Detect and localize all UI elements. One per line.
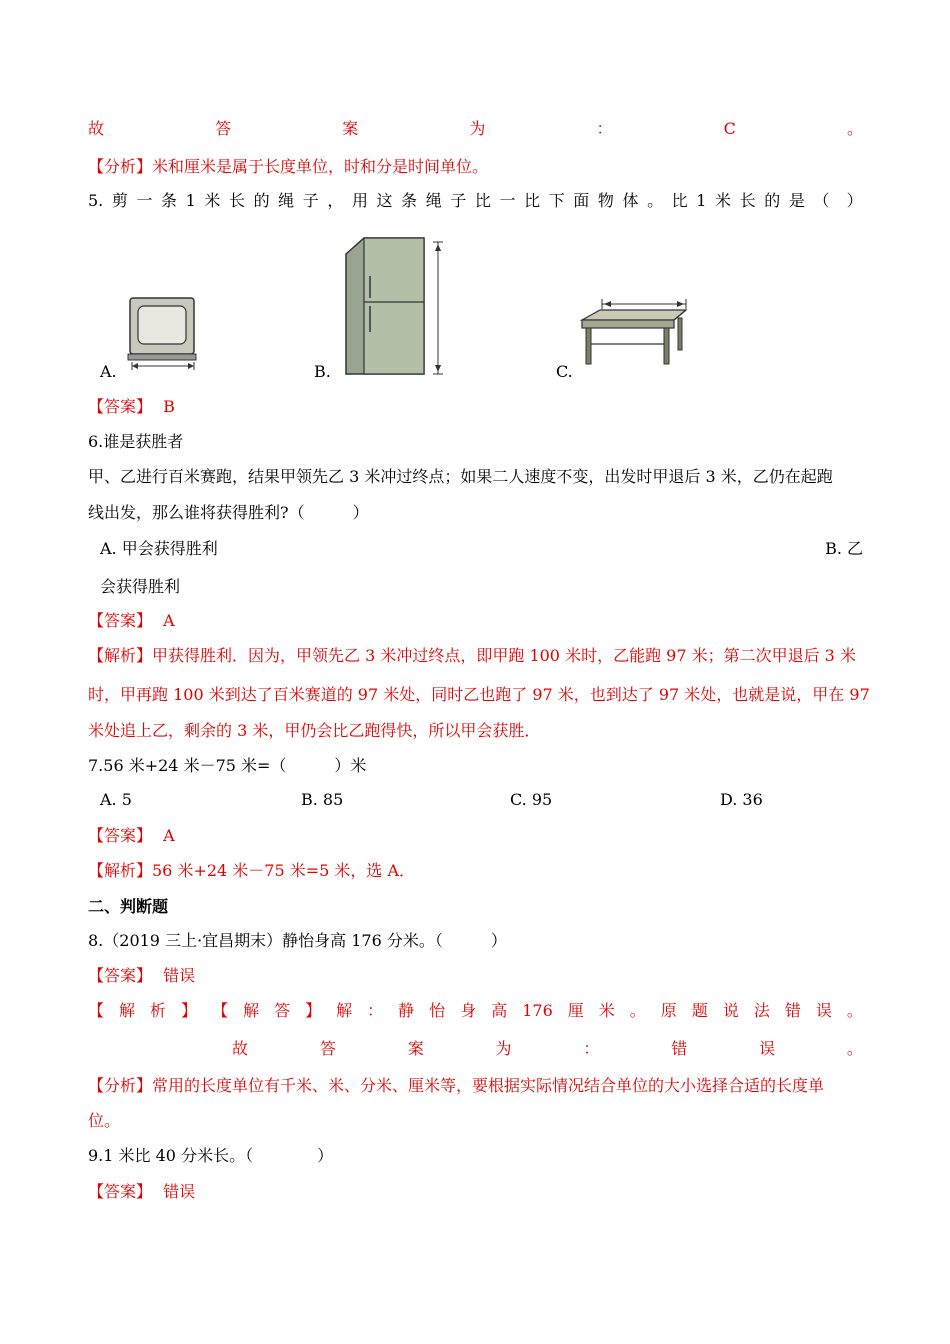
q4-char: 答 xyxy=(215,119,232,138)
q5-char: 一 xyxy=(136,191,153,210)
q5-char: 是 xyxy=(788,191,805,210)
q5-char: 1 xyxy=(696,191,707,210)
q8-char: 。 xyxy=(846,1039,863,1058)
q8-exp-char: 厘 xyxy=(567,1001,584,1020)
q8-exp-char: 说 xyxy=(722,1001,739,1020)
q7-explanation: 【解析】56 米+24 米－75 米=5 米，选 A． xyxy=(88,861,416,880)
q6-stem-line1: 甲、乙进行百米赛跑，结果甲领先乙 3 米冲过终点；如果二人速度不变，出发时甲退后 3 米，乙仍在起跑 xyxy=(88,467,833,486)
q8-exp-char: 】 xyxy=(181,1001,198,1020)
q6-stem-line2: 线出发，那么谁将获得胜利?（ ） xyxy=(88,503,369,522)
answer-value: 错误 xyxy=(163,1182,196,1201)
q5-option-c[interactable]: C. xyxy=(556,362,573,381)
q5-char: 绳 xyxy=(425,191,442,210)
q5-char: 1 xyxy=(185,191,196,210)
q5-char: 子 xyxy=(450,191,467,210)
q5-char: 比 xyxy=(671,191,688,210)
q5-char: 剪 xyxy=(111,191,128,210)
q8-exp-char: 解 xyxy=(119,1001,136,1020)
q8-char: 错 xyxy=(671,1039,688,1058)
q6-option-a[interactable]: A. 甲会获得胜利 xyxy=(100,539,218,558)
q6-explanation-line1: 【解析】甲获得胜利．因为，甲领先乙 3 米冲过终点，即甲跑 100 米时，乙能跑 97 米；第二次甲退后 3 米 xyxy=(88,646,856,665)
q8-exp-char: 。 xyxy=(846,1001,863,1020)
q8-explanation xyxy=(88,1000,863,1022)
q5-char: 5. xyxy=(88,191,104,210)
q4-char: 为 xyxy=(469,119,486,138)
q5-char: 米 xyxy=(204,191,221,210)
q8-stem: 8.（2019 三上·宜昌期末）静怡身高 176 分米。（ ） xyxy=(88,931,507,950)
q8-exp-char: 。 xyxy=(629,1001,646,1020)
q8-exp-char: 】 xyxy=(305,1001,322,1020)
q5-char: ， xyxy=(327,191,344,210)
q5-char: 绳 xyxy=(278,191,295,210)
q8-exp-char: 原 xyxy=(660,1001,677,1020)
q5-char: （ xyxy=(813,191,830,210)
q5-char: 一 xyxy=(499,191,516,210)
q8-exp-char: 解 xyxy=(336,1001,353,1020)
section-heading: 二、判断题 xyxy=(88,897,169,916)
q5-char: 米 xyxy=(715,191,732,210)
q7-option-a[interactable]: A. 5 xyxy=(100,790,132,809)
q8-exp-char: 怡 xyxy=(429,1001,446,1020)
q5-char: 这 xyxy=(376,191,393,210)
q8-char: 故 xyxy=(232,1039,249,1058)
q6-option-b-continued: 会获得胜利 xyxy=(100,577,181,596)
q8-answer xyxy=(88,965,863,987)
q8-exp-char: 高 xyxy=(491,1001,508,1020)
q6-title: 6.谁是获胜者 xyxy=(88,432,184,451)
q5-option-b[interactable]: B. xyxy=(314,362,331,381)
q6-answer xyxy=(88,610,863,632)
q8-exp-char: 身 xyxy=(460,1001,477,1020)
q8-exp-char: 法 xyxy=(753,1001,770,1020)
answer-label: 【答案】 xyxy=(88,1182,153,1201)
q4-char: C xyxy=(723,119,736,138)
q8-char: 案 xyxy=(407,1039,424,1058)
q9-answer xyxy=(88,1181,863,1203)
q5-char: 的 xyxy=(253,191,270,210)
q5-char: 的 xyxy=(764,191,781,210)
q5-char: 体 xyxy=(622,191,639,210)
q5-char: 条 xyxy=(161,191,178,210)
q5-char: 物 xyxy=(597,191,614,210)
q5-char: 。 xyxy=(647,191,664,210)
answer-value: A xyxy=(163,826,175,845)
answer-value: B xyxy=(163,397,175,416)
q5-char: 长 xyxy=(739,191,756,210)
q5-char: 用 xyxy=(351,191,368,210)
q6-explanation-line3: 米处追上乙，剩余的 3 米，甲仍会比乙跑得快，所以甲会获胜． xyxy=(88,721,541,740)
q5-char: 下 xyxy=(548,191,565,210)
q8-exp-char: 静 xyxy=(398,1001,415,1020)
q8-conclusion-line xyxy=(232,1038,863,1060)
answer-value: 错误 xyxy=(163,966,196,985)
q8-exp-char: 析 xyxy=(150,1001,167,1020)
q6-explanation-line2: 时，甲再跑 100 米到达了百米赛道的 97 米处，同时乙也跑了 97 米，也到达了 97 米处，也就是说，甲在 97 xyxy=(88,685,870,704)
q7-option-c[interactable]: C. 95 xyxy=(510,790,553,809)
q8-exp-char: ： xyxy=(367,1001,384,1020)
q8-exp-char: 错 xyxy=(784,1001,801,1020)
q4-conclusion-line xyxy=(88,118,863,140)
q5-answer xyxy=(88,396,863,418)
q4-analysis: 【分析】米和厘米是属于长度单位，时和分是时间单位。 xyxy=(88,157,489,176)
answer-label: 【答案】 xyxy=(88,966,153,985)
fridge-illustration xyxy=(340,236,450,381)
q8-char: 为 xyxy=(495,1039,512,1058)
q8-exp-char: 米 xyxy=(598,1001,615,1020)
q8-exp-char: 题 xyxy=(691,1001,708,1020)
q8-char: 答 xyxy=(319,1039,336,1058)
q8-analysis-line2: 位。 xyxy=(88,1111,121,1130)
tv-illustration xyxy=(126,296,201,376)
q6-options-row xyxy=(100,538,863,560)
q8-exp-char: 误 xyxy=(815,1001,832,1020)
q5-char: ） xyxy=(846,191,863,210)
q5-char: 子 xyxy=(302,191,319,210)
q4-char: 案 xyxy=(342,119,359,138)
q8-exp-char: 答 xyxy=(274,1001,291,1020)
q5-option-a[interactable]: A. xyxy=(100,362,117,381)
q8-exp-char: 【 xyxy=(212,1001,229,1020)
answer-label: 【答案】 xyxy=(88,826,153,845)
q6-option-b[interactable]: B. 乙 xyxy=(825,539,863,558)
table-illustration xyxy=(578,296,693,371)
answer-label: 【答案】 xyxy=(88,397,153,416)
q5-char: 比 xyxy=(474,191,491,210)
q7-answer xyxy=(88,825,863,847)
q5-char: 长 xyxy=(228,191,245,210)
q4-char: 。 xyxy=(846,119,863,138)
answer-value: A xyxy=(163,611,175,630)
answer-label: 【答案】 xyxy=(88,611,153,630)
q7-stem: 7.56 米+24 米－75 米=（ ）米 xyxy=(88,756,367,775)
q4-char: ： xyxy=(596,119,613,138)
q5-char: 面 xyxy=(573,191,590,210)
q5-char: 比 xyxy=(524,191,541,210)
q8-exp-char: 解 xyxy=(243,1001,260,1020)
q8-exp-char: 176 xyxy=(522,1001,553,1020)
q9-stem: 9.1 米比 40 分米长。（ ） xyxy=(88,1146,334,1165)
q8-exp-char: 【 xyxy=(88,1001,105,1020)
q7-option-b[interactable]: B. 85 xyxy=(301,790,344,809)
q4-char: 故 xyxy=(88,119,105,138)
q7-option-d[interactable]: D. 36 xyxy=(720,790,763,809)
q8-char: 误 xyxy=(759,1039,776,1058)
q5-stem xyxy=(88,190,863,212)
q8-analysis-line1: 【分析】常用的长度单位有千米、米、分米、厘米等，要根据实际情况结合单位的大小选择合适的长度单 xyxy=(88,1076,825,1095)
q8-char: ： xyxy=(583,1039,600,1058)
q5-char: 条 xyxy=(401,191,418,210)
